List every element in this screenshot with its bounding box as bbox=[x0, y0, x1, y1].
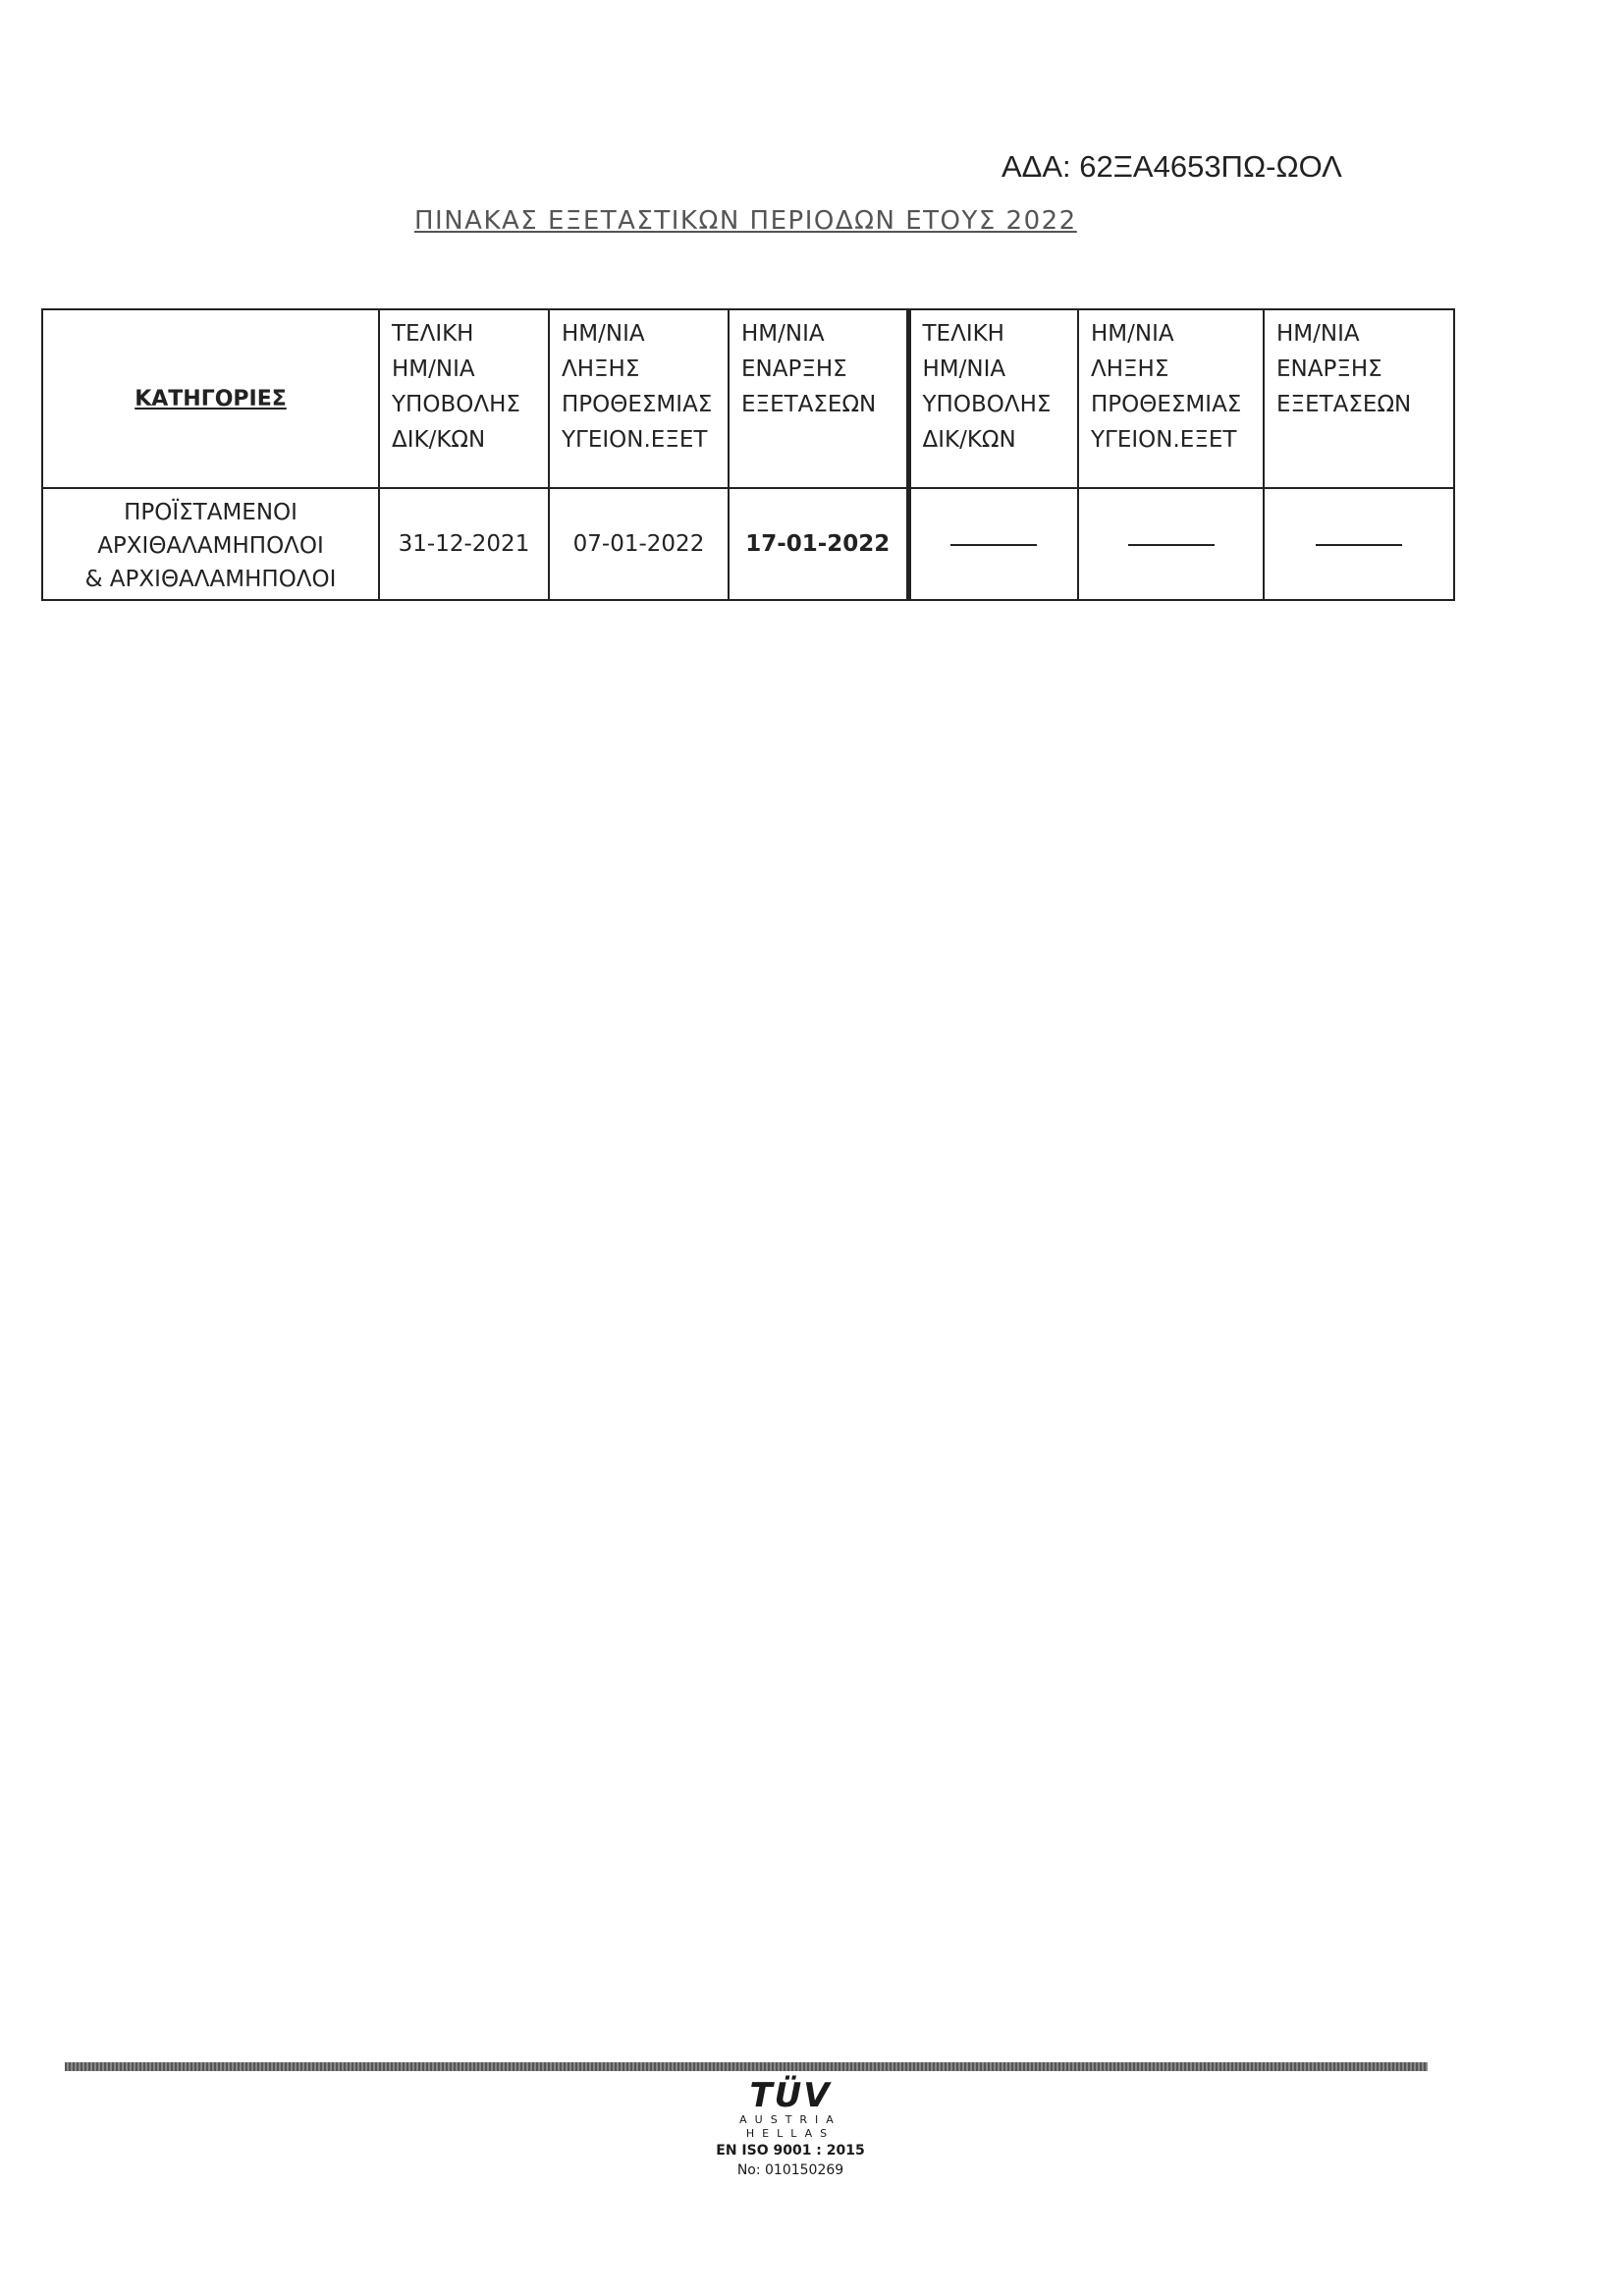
header-submission-2 bbox=[908, 309, 1078, 488]
header-submission-1 bbox=[379, 309, 549, 488]
table-row bbox=[42, 488, 1454, 600]
empty-cell bbox=[908, 488, 1078, 600]
header-line: ΛΗΞΗΣ bbox=[1091, 356, 1169, 382]
document-title: ΠΙΝΑΚΑΣ ΕΞΕΤΑΣΤΙΚΩΝ ΠΕΡΙΟΔΩΝ ΕΤΟΥΣ 2022 bbox=[414, 206, 1077, 236]
header-line: ΕΝΑΡΞΗΣ bbox=[1276, 356, 1382, 382]
exam-start-cell: 17-01-2022 bbox=[729, 488, 908, 600]
header-line: ΗΜ/ΝΙΑ bbox=[922, 356, 1006, 382]
header-line: ΗΜ/ΝΙΑ bbox=[392, 356, 475, 382]
header-line: ΔΙΚ/ΚΩΝ bbox=[922, 427, 1016, 453]
tuv-hellas: HELLAS bbox=[745, 2127, 836, 2140]
category-line: ΠΡΟΪΣΤΑΜΕΝΟΙ bbox=[124, 500, 298, 525]
category-line: & ΑΡΧΙΘΑΛΑΜΗΠΟΛΟΙ bbox=[84, 567, 337, 592]
header-line: ΛΗΞΗΣ bbox=[562, 356, 640, 382]
tuv-logo: TÜV bbox=[749, 2076, 832, 2115]
tuv-austria: AUSTRIA bbox=[739, 2113, 841, 2126]
header-line: ΕΞΕΤΑΣΕΩΝ bbox=[1276, 392, 1412, 417]
ada-code: ΑΔΑ: 62ΞΑ4653ΠΩ-ΩΟΛ bbox=[1001, 149, 1342, 184]
category-cell bbox=[42, 488, 379, 600]
header-line: ΔΙΚ/ΚΩΝ bbox=[392, 427, 486, 453]
header-line: ΥΓΕΙΟΝ.ΕΞΕΤ bbox=[562, 427, 708, 453]
header-line: ΗΜ/ΝΙΑ bbox=[1091, 321, 1174, 347]
header-exam-start-2 bbox=[1264, 309, 1454, 488]
header-deadline-1 bbox=[549, 309, 729, 488]
dash-line bbox=[1316, 544, 1402, 546]
tuv-certification bbox=[677, 2078, 903, 2180]
header-line: ΗΜ/ΝΙΑ bbox=[562, 321, 645, 347]
header-line: ΥΠΟΒΟΛΗΣ bbox=[922, 392, 1052, 417]
table-header-row bbox=[42, 309, 1454, 488]
header-line: ΕΞΕΤΑΣΕΩΝ bbox=[741, 392, 877, 417]
certificate-number: No: 010150269 bbox=[736, 2162, 844, 2178]
header-line: ΥΓΕΙΟΝ.ΕΞΕΤ bbox=[1091, 427, 1237, 453]
header-line: ΠΡΟΘΕΣΜΙΑΣ bbox=[1091, 392, 1242, 417]
header-exam-start-1 bbox=[729, 309, 908, 488]
dash-line bbox=[1128, 544, 1215, 546]
header-line: ΗΜ/ΝΙΑ bbox=[1276, 321, 1360, 347]
submission-date-cell: 31-12-2021 bbox=[379, 488, 549, 600]
dash-line bbox=[950, 544, 1037, 546]
empty-cell bbox=[1264, 488, 1454, 600]
category-line: ΑΡΧΙΘΑΛΑΜΗΠΟΛΟΙ bbox=[97, 533, 324, 559]
header-line: ΗΜ/ΝΙΑ bbox=[741, 321, 825, 347]
footer-divider bbox=[65, 2062, 1428, 2071]
category-header: ΚΑΤΗΓΟΡΙΕΣ bbox=[42, 309, 379, 488]
header-deadline-2 bbox=[1078, 309, 1264, 488]
empty-cell bbox=[1078, 488, 1264, 600]
header-line: ΤΕΛΙΚΗ bbox=[922, 321, 1004, 347]
exam-periods-table bbox=[41, 308, 1455, 601]
header-line: ΤΕΛΙΚΗ bbox=[392, 321, 474, 347]
header-line: ΕΝΑΡΞΗΣ bbox=[741, 356, 847, 382]
iso-standard: EN ISO 9001 : 2015 bbox=[716, 2143, 865, 2159]
header-line: ΠΡΟΘΕΣΜΙΑΣ bbox=[562, 392, 713, 417]
header-line: ΥΠΟΒΟΛΗΣ bbox=[392, 392, 520, 417]
health-deadline-cell: 07-01-2022 bbox=[549, 488, 729, 600]
